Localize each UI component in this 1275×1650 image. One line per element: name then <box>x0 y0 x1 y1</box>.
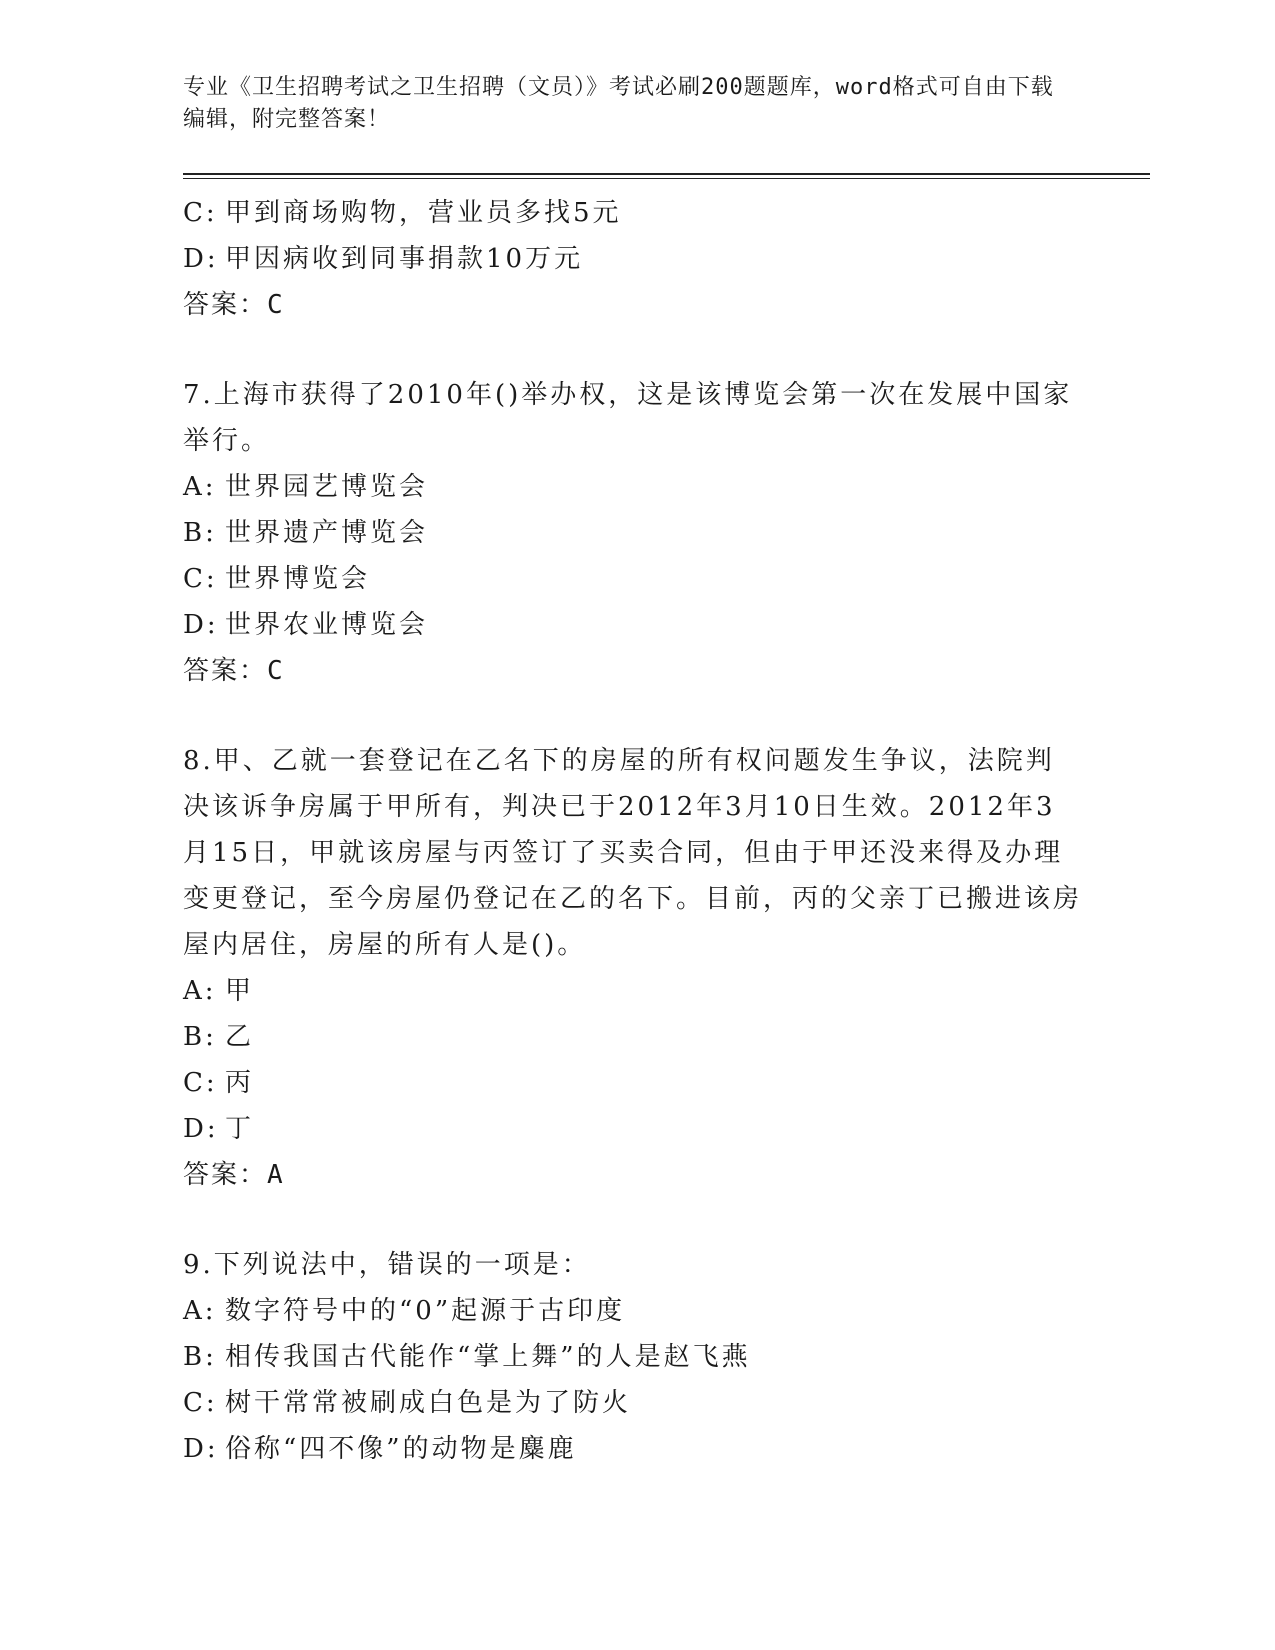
spacer <box>183 1198 1083 1242</box>
option-text: 树干常常被刷成白色是为了防火 <box>225 1388 632 1418</box>
option-a <box>183 1288 1083 1334</box>
option-letter: D: <box>183 610 219 640</box>
question-text: 7.上海市获得了2010年()举办权，这是该博览会第一次在发展中国家举行。 <box>183 380 1073 456</box>
option-b <box>183 1334 1083 1380</box>
prev-question-block <box>183 190 1083 328</box>
option-text: 甲到商场购物，营业员多找5元 <box>225 198 622 228</box>
option-letter: D: <box>183 1114 219 1144</box>
option-c <box>183 190 1083 236</box>
option-c <box>183 556 1083 602</box>
option-text: 世界农业博览会 <box>225 610 429 640</box>
option-c <box>183 1060 1083 1106</box>
option-text: 甲 <box>225 976 255 1006</box>
option-letter: A: <box>183 472 217 502</box>
option-letter: B: <box>183 1022 217 1052</box>
spacer <box>183 328 1083 372</box>
question-text: 8.甲、乙就一套登记在乙名下的房屋的所有权问题发生争议，法院判决该诉争房属于甲所有，判决已于2012年3月10日生效。2012年3月15日，甲就该房屋与丙签订了买卖合同，但由于甲还没来得及办理变更登记，至今房屋仍登记在乙的名下。目前，丙的父亲丁已搬进该房屋内居住，房屋的所有人是()。 <box>183 746 1083 960</box>
question-9 <box>183 1242 1083 1472</box>
question-text: 9.下列说法中，错误的一项是： <box>183 1250 591 1280</box>
question-7 <box>183 372 1083 694</box>
header-divider-thin <box>183 178 1150 179</box>
option-a <box>183 968 1083 1014</box>
option-text: 甲因病收到同事捐款10万元 <box>225 244 584 274</box>
option-letter: A: <box>183 976 217 1006</box>
option-text: 丙 <box>225 1068 255 1098</box>
option-d <box>183 602 1083 648</box>
option-letter: A: <box>183 1296 217 1326</box>
option-letter: C: <box>183 1388 218 1418</box>
option-text: 世界园艺博览会 <box>225 472 429 502</box>
option-letter: C: <box>183 564 218 594</box>
option-text: 相传我国古代能作“掌上舞”的人是赵飞燕 <box>225 1342 751 1372</box>
question-8 <box>183 738 1083 1198</box>
question-list <box>183 190 1083 1472</box>
option-b <box>183 510 1083 556</box>
answer-line: 答案：C <box>183 656 285 686</box>
option-c <box>183 1380 1083 1426</box>
option-d <box>183 1426 1083 1472</box>
option-letter: B: <box>183 518 217 548</box>
option-text: 乙 <box>225 1022 255 1052</box>
option-letter: B: <box>183 1342 217 1372</box>
option-letter: D: <box>183 244 219 274</box>
spacer <box>183 694 1083 738</box>
option-d <box>183 1106 1083 1152</box>
answer-line: 答案：A <box>183 1160 285 1190</box>
header-divider-thick <box>183 173 1150 175</box>
option-text: 数字符号中的“0”起源于古印度 <box>225 1296 626 1326</box>
option-d <box>183 236 1083 282</box>
document-header: 专业《卫生招聘考试之卫生招聘（文员）》考试必刷200题题库，word格式可自由下载编辑，附完整答案！ <box>183 75 1054 132</box>
option-letter: D: <box>183 1434 219 1464</box>
option-letter: C: <box>183 1068 218 1098</box>
answer-line: 答案：C <box>183 290 285 320</box>
option-text: 丁 <box>225 1114 255 1144</box>
option-text: 世界博览会 <box>225 564 371 594</box>
option-a <box>183 464 1083 510</box>
option-text: 世界遗产博览会 <box>225 518 429 548</box>
option-text: 俗称“四不像”的动物是麋鹿 <box>225 1434 577 1464</box>
option-letter: C: <box>183 198 218 228</box>
option-b <box>183 1014 1083 1060</box>
